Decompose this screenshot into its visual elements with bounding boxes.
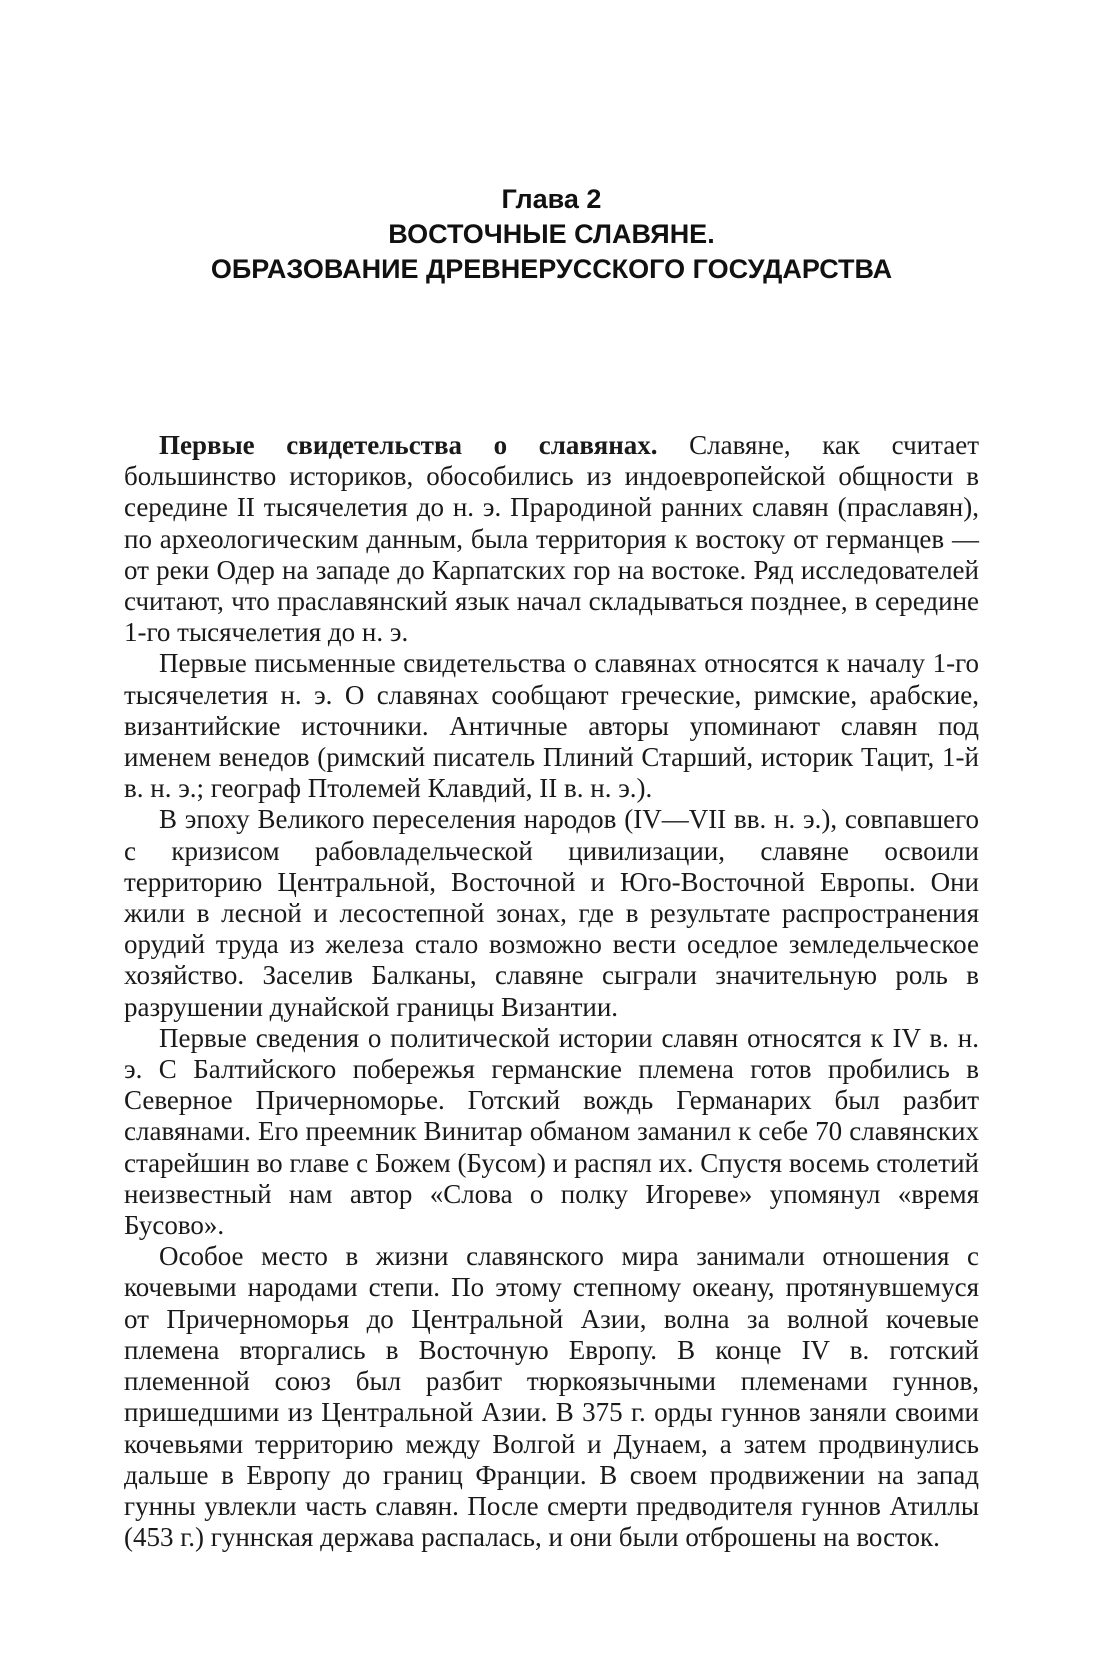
chapter-title-line-1: ВОСТОЧНЫЕ СЛАВЯНЕ. [388,219,715,249]
paragraph [124,430,979,648]
chapter-heading [0,182,1103,287]
paragraph: В эпоху Великого переселения народов (IV—VII вв. н. э.), совпавшего с кризисом рабовладельческой цивилизации, славяне освоили территорию Центральной, Восточной и Юго-Восточной Европы. Они жили в лесной и лесостепной зонах, где в результате распространения орудий труда из железа стало возможно вести оседлое земледельческое хозяйство. Заселив Балканы, славяне сыграли значительную роль в разрушении дунайской границы Византии. [124,804,979,1022]
paragraph: Первые письменные свидетельства о славянах относятся к началу 1-го тысячелетия н. э. О славянах сообщают греческие, римские, арабские, византийские источники. Античные авторы упоминают славян под именем венедов (римский писатель Плиний Старший, историк Тацит, 1-й в. н. э.; географ Птолемей Клавдий, II в. н. э.). [124,648,979,804]
paragraph: Первые сведения о политической истории славян относятся к IV в. н. э. С Балтийского побережья германские племена готов пробились в Северное Причерноморье. Готский вождь Германарих был разбит славянами. Его преемник Винитар обманом заманил к себе 70 славянских старейшин во главе с Божем (Бусом) и распял их. Спустя восемь столетий неизвестный нам автор «Слова о полку Игореве» упомянул «время Бусово». [124,1022,979,1241]
paragraph: Особое место в жизни славянского мира занимали отношения с кочевыми народами степи. По этому степному океану, протянувшемуся от Причерноморья до Центральной Азии, волна за волной кочевые племена вторгались в Восточную Европу. В конце IV в. готский племенной союз был разбит тюркоязычными племенами гуннов, пришедшими из Центральной Азии. В 375 г. орды гуннов заняли своими кочевьями территорию между Волгой и Дунаем, а затем продвинулись дальше в Европу до границ Франции. В своем продвижении на запад гунны увлекли часть славян. После смерти предводителя гуннов Атиллы (453 г.) гуннская держава распалась, и они были отброшены на восток. [124,1241,979,1553]
chapter-title-line-2: ОБРАЗОВАНИЕ ДРЕВНЕРУССКОГО ГОСУДАРСТВА [210,254,893,284]
paragraph-text: Славяне, как считает большинство историков, обособились из индоевропейской общности в середине II тысячелетия до н. э. Прародиной ранних славян (праславян), по археологическим данным, была территория к востоку от германцев — от реки Одер на западе до Карпатских гор на востоке. Ряд исследователей считают, что праславянский язык начал складываться позднее, в середине 1-го тысячелетия до н. э. [124,430,980,648]
chapter-body [124,430,979,1553]
section-lead: Первые свидетельства о славянах. [159,430,658,460]
chapter-label: Глава 2 [501,184,602,214]
